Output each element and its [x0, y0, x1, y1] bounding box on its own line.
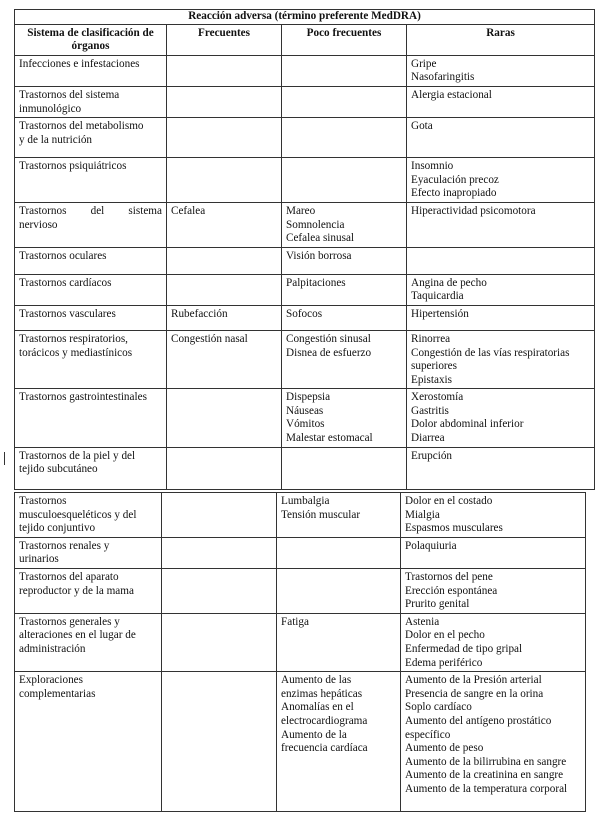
- cell-poco-frecuentes: [282, 158, 407, 203]
- cell-line: Aumento del antígeno prostático: [405, 714, 552, 727]
- cell-frecuentes: [167, 305, 282, 330]
- header-soc-line: órganos: [71, 40, 110, 53]
- cell-raras: [407, 158, 595, 203]
- cell-line: Mareo: [286, 204, 316, 217]
- cell-line: enzimas hepáticas: [281, 687, 363, 700]
- cell-line: Hipertensión: [411, 307, 469, 320]
- cell-line: Rinorrea: [411, 332, 451, 345]
- cell-frecuentes: [167, 202, 282, 247]
- cell-line: superiores: [411, 360, 457, 373]
- table-row: [15, 613, 586, 671]
- cell-line: nervioso: [19, 218, 58, 231]
- word: Trastornos: [19, 204, 67, 217]
- cell-frecuentes: [167, 118, 282, 158]
- cell-line: Visión borrosa: [286, 249, 352, 262]
- table-row: [15, 247, 595, 274]
- cell-line: Disnea de esfuerzo: [286, 346, 372, 359]
- cell-raras: [407, 86, 595, 117]
- cell-frecuentes: [162, 568, 277, 613]
- cell-line: Trastornos: [19, 495, 67, 507]
- cell-raras: [401, 493, 586, 538]
- header-frecuentes: Frecuentes: [167, 24, 282, 55]
- table-title: Reacción adversa (término preferente MedDRA): [15, 10, 595, 25]
- cell-line: urinarios: [19, 553, 59, 566]
- cell-raras: [407, 247, 595, 274]
- cell-line: Infecciones e infestaciones: [19, 57, 140, 70]
- cell-line: Mialgia: [405, 508, 440, 521]
- cell-soc: [15, 447, 167, 489]
- table-row: [15, 202, 595, 247]
- cell-soc: [15, 86, 167, 117]
- cell-line: Dispepsia: [286, 391, 331, 404]
- cell-line: Gota: [411, 120, 433, 133]
- table-row: [15, 330, 595, 388]
- cell-raras: [407, 330, 595, 388]
- cell-line: Aumento de la: [281, 728, 347, 741]
- cell-poco-frecuentes: [282, 389, 407, 447]
- cell-line: Enfermedad de tipo gripal: [405, 642, 523, 655]
- word: sistema: [128, 204, 162, 217]
- cell-raras: [401, 672, 586, 812]
- cell-raras: [407, 447, 595, 489]
- cell-soc: [15, 672, 162, 812]
- cell-line: Hiperactividad psicomotora: [411, 204, 536, 217]
- table-row: [15, 305, 595, 330]
- cell-line: Dolor en el pecho: [405, 629, 485, 642]
- cell-line: Cefalea: [171, 204, 206, 217]
- cell-line: Aumento de las: [281, 674, 352, 687]
- cell-frecuentes: [167, 86, 282, 117]
- cell-line: y de la nutrición: [19, 133, 93, 146]
- cell-raras: [401, 537, 586, 568]
- cell-line: Trastornos gastrointestinales: [19, 391, 147, 404]
- cell-raras: [407, 202, 595, 247]
- cell-soc: [15, 568, 162, 613]
- cell-line: reproductor y de la mama: [19, 584, 134, 597]
- cell-soc: [15, 55, 167, 86]
- table-row: [15, 447, 595, 489]
- header-soc-line: Sistema de clasificación de: [27, 26, 154, 39]
- cell-soc: [15, 202, 167, 247]
- cell-line: Trastornos vasculares: [19, 307, 116, 320]
- cell-soc: [15, 389, 167, 447]
- cell-soc: [15, 330, 167, 388]
- cell-line: Angina de pecho: [411, 276, 487, 289]
- cell-line: Malestar estomacal: [286, 432, 373, 445]
- cell-line: Trastornos generales y: [19, 615, 120, 628]
- cell-line: Cefalea sinusal: [286, 232, 355, 245]
- cell-line: Erupción: [411, 449, 453, 462]
- cell-line: Soplo cardíaco: [405, 701, 472, 714]
- cell-raras: [401, 613, 586, 671]
- cell-poco-frecuentes: [277, 568, 401, 613]
- cell-line: Nasofaringitis: [411, 71, 475, 84]
- cell-line: Xerostomía: [411, 391, 464, 404]
- cell-line: Lumbalgia: [281, 495, 330, 507]
- cell-line: Dolor en el costado: [405, 495, 493, 507]
- cell-line: Congestión nasal: [171, 332, 248, 345]
- cell-soc: [15, 158, 167, 203]
- cell-frecuentes: [167, 274, 282, 305]
- cell-line: complementarias: [19, 687, 96, 700]
- table-body: [15, 55, 595, 489]
- cell-line: Aumento de la bilirrubina en sangre: [405, 755, 567, 768]
- cell-raras: [407, 118, 595, 158]
- cell-line: Efecto inapropiado: [411, 187, 497, 200]
- cell-line: Somnolencia: [286, 218, 345, 231]
- table-title-row: [15, 10, 595, 25]
- cell-frecuentes: [167, 389, 282, 447]
- cell-line: Trastornos del metabolismo: [19, 120, 144, 133]
- cell-soc: [15, 118, 167, 158]
- cell-line: Trastornos del pene: [405, 570, 493, 583]
- adverse-reactions-table-1: [14, 9, 595, 490]
- cell-line: frecuencia cardíaca: [281, 742, 368, 755]
- cell-raras: [407, 55, 595, 86]
- cell-line: Trastornos psiquiátricos: [19, 160, 127, 173]
- word: del: [90, 204, 105, 217]
- header-raras: Raras: [407, 24, 595, 55]
- cell-line: Astenia: [405, 615, 440, 628]
- table-row: [15, 274, 595, 305]
- cell-poco-frecuentes: [277, 493, 401, 538]
- table-row: [15, 158, 595, 203]
- cell-frecuentes: [162, 537, 277, 568]
- table-body: [15, 493, 586, 812]
- cell-line: Dolor abdominal inferior: [411, 418, 524, 431]
- cell-frecuentes: [167, 247, 282, 274]
- cell-poco-frecuentes: [282, 330, 407, 388]
- cell-raras: [407, 274, 595, 305]
- cell-line: Rubefacción: [171, 307, 228, 320]
- cell-raras: [407, 389, 595, 447]
- adverse-reactions-table-2: [14, 492, 586, 812]
- cell-line: Trastornos respiratorios,: [19, 332, 128, 345]
- table-row: [15, 118, 595, 158]
- table-row: [15, 86, 595, 117]
- cell-raras: [401, 568, 586, 613]
- cell-poco-frecuentes: [282, 305, 407, 330]
- table-row: [15, 568, 586, 613]
- cell-line: Trastornos del aparato: [19, 570, 119, 583]
- cell-poco-frecuentes: [277, 537, 401, 568]
- cell-soc: [15, 247, 167, 274]
- cell-line: Aumento de la Presión arterial: [405, 674, 542, 687]
- cell-line: Trastornos oculares: [19, 249, 107, 262]
- header-poco-frecuentes: Poco frecuentes: [282, 24, 407, 55]
- cell-line: alteraciones en el lugar de: [19, 629, 136, 642]
- cell-line: Eyaculación precoz: [411, 173, 499, 186]
- cell-line: Prurito genital: [405, 598, 470, 611]
- cell-line: Polaquiuria: [405, 539, 457, 552]
- cell-line: Sofocos: [286, 307, 323, 320]
- cell-frecuentes: [162, 672, 277, 812]
- cell-line: Erección espontánea: [405, 584, 498, 597]
- cell-line: torácicos y mediastínicos: [19, 346, 133, 359]
- cell-line: Alergia estacional: [411, 88, 492, 101]
- header-row: [15, 24, 595, 55]
- cell-frecuentes: [167, 330, 282, 388]
- cell-line: Congestión de las vías respiratorias: [411, 346, 570, 359]
- cell-soc: [15, 305, 167, 330]
- cell-line: Espasmos musculares: [405, 522, 503, 535]
- cell-line: Aumento de peso: [405, 742, 484, 755]
- table-row: [15, 672, 586, 812]
- cell-line: Anomalías en el: [281, 701, 354, 714]
- cell-line: Gripe: [411, 57, 437, 70]
- cell-raras: [407, 305, 595, 330]
- cell-line: Fatiga: [281, 615, 309, 628]
- cell-line: Exploraciones: [19, 674, 83, 687]
- cell-poco-frecuentes: [282, 274, 407, 305]
- cell-line: Aumento de la temperatura corporal: [405, 782, 568, 795]
- cell-line: Epistaxis: [411, 373, 453, 386]
- cell-line: Taquicardia: [411, 290, 464, 303]
- table-row: [15, 493, 586, 538]
- cell-line: Insomnio: [411, 160, 454, 173]
- cell-frecuentes: [167, 447, 282, 489]
- cell-frecuentes: [167, 55, 282, 86]
- cell-line: administración: [19, 642, 86, 655]
- header-soc: [15, 24, 167, 55]
- text-cursor-mark: [4, 452, 5, 465]
- cell-poco-frecuentes: [282, 447, 407, 489]
- cell-line: Trastornos cardíacos: [19, 276, 112, 289]
- cell-poco-frecuentes: [277, 672, 401, 812]
- cell-poco-frecuentes: [282, 118, 407, 158]
- cell-poco-frecuentes: [282, 247, 407, 274]
- cell-frecuentes: [162, 613, 277, 671]
- cell-line: electrocardiograma: [281, 714, 368, 727]
- table-row: [15, 537, 586, 568]
- cell-line: Palpitaciones: [286, 276, 346, 289]
- cell-soc: [15, 274, 167, 305]
- cell-poco-frecuentes: [277, 613, 401, 671]
- cell-line: Trastornos renales y: [19, 539, 110, 552]
- cell-line: Edema periférico: [405, 656, 483, 669]
- cell-line: musculoesqueléticos y del: [19, 508, 137, 521]
- cell-line: Trastornos del sistema: [19, 88, 120, 101]
- cell-poco-frecuentes: [282, 55, 407, 86]
- cell-frecuentes: [167, 158, 282, 203]
- table-row: [15, 389, 595, 447]
- cell-poco-frecuentes: [282, 86, 407, 117]
- cell-soc: [15, 537, 162, 568]
- cell-line: [19, 205, 162, 219]
- cell-line: Congestión sinusal: [286, 332, 371, 345]
- cell-line: tejido conjuntivo: [19, 522, 96, 535]
- cell-line: Gastritis: [411, 404, 449, 417]
- cell-line: inmunológico: [19, 102, 82, 115]
- cell-line: Vómitos: [286, 418, 325, 431]
- cell-soc: [15, 493, 162, 538]
- cell-soc: [15, 613, 162, 671]
- cell-line: Náuseas: [286, 404, 324, 417]
- cell-line: Trastornos de la piel y del: [19, 449, 136, 462]
- cell-line: tejido subcutáneo: [19, 463, 98, 476]
- cell-line: Diarrea: [411, 432, 445, 445]
- cell-poco-frecuentes: [282, 202, 407, 247]
- cell-line: Presencia de sangre en la orina: [405, 687, 544, 700]
- cell-line: Tensión muscular: [281, 508, 361, 521]
- cell-frecuentes: [162, 493, 277, 538]
- cell-line: específico: [405, 728, 451, 741]
- cell-line: Aumento de la creatinina en sangre: [405, 769, 564, 782]
- table-row: [15, 55, 595, 86]
